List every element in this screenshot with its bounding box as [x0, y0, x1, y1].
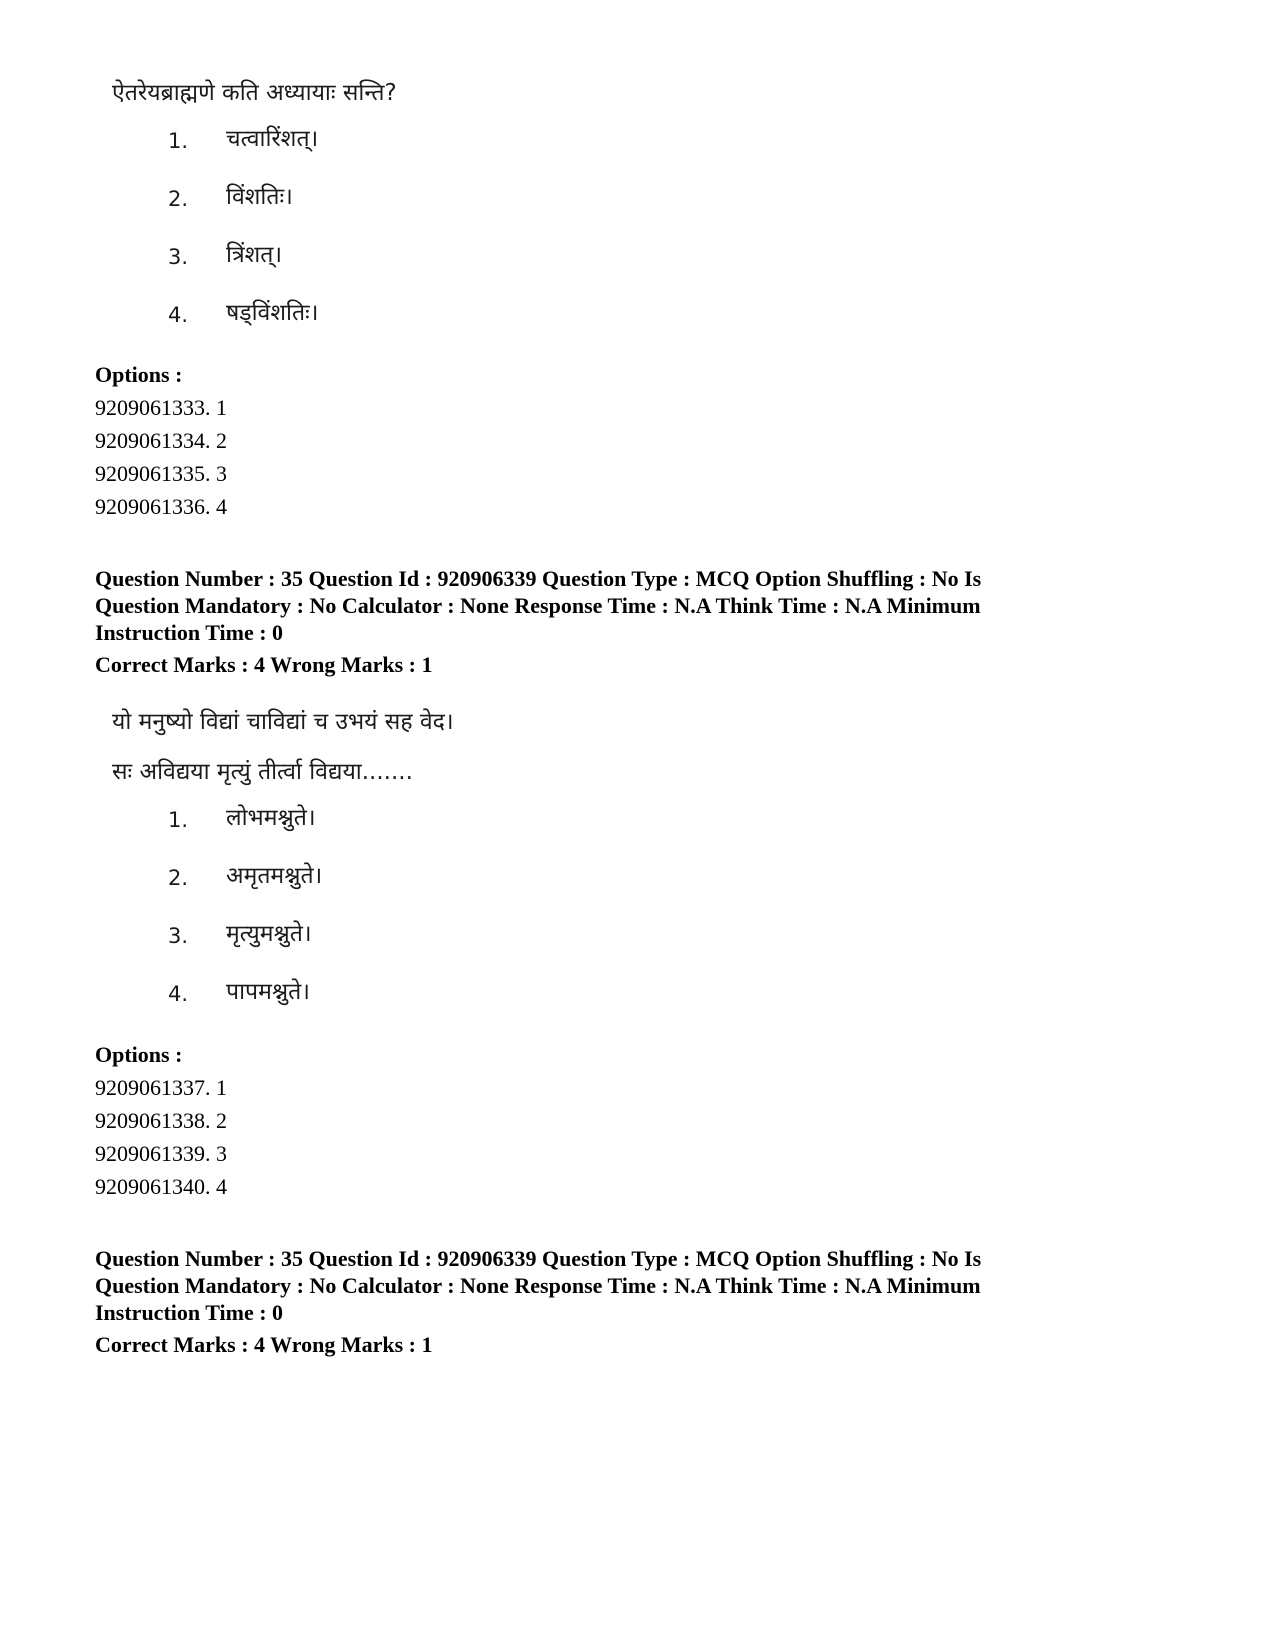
meta-line: Instruction Time : 0 [95, 1300, 284, 1325]
options-heading: Options : [95, 1042, 183, 1067]
choice-text: मृत्युमश्नुते। [226, 921, 312, 947]
question-choices [112, 797, 454, 1029]
choice-item [112, 234, 397, 292]
meta-line: Question Mandatory : No Calculator : None Response Time : N.A Think Time : N.A Minimum [95, 593, 981, 618]
choice-item [112, 971, 454, 1029]
option-row: 9209061333. 1 [95, 395, 227, 420]
option-row: 9209061339. 3 [95, 1141, 227, 1166]
question-choices [112, 118, 397, 350]
question-text: सः अविद्यया मृत्युं तीर्त्वा विद्यया....... [112, 759, 413, 785]
options-list-2 [95, 1038, 227, 1203]
meta-line: Question Number : 35 Question Id : 920906339 Question Type : MCQ Option Shuffling : No Is [95, 566, 982, 591]
question-1-body [112, 68, 397, 350]
option-row: 9209061337. 1 [95, 1075, 227, 1100]
choice-item [112, 913, 454, 971]
choice-number: 3. [168, 245, 189, 269]
option-row: 9209061340. 4 [95, 1174, 227, 1199]
choice-item [112, 176, 397, 234]
choice-number: 3. [168, 924, 189, 948]
choice-item [112, 118, 397, 176]
question-text: यो मनुष्यो विद्यां चाविद्यां च उभयं सह वेद। [112, 709, 454, 735]
choice-number: 2. [168, 187, 189, 211]
choice-item [112, 292, 397, 350]
choice-text: पापमश्नुते। [226, 979, 310, 1005]
option-row: 9209061336. 4 [95, 494, 227, 519]
choice-text: अमृतमश्नुते। [226, 863, 323, 889]
choice-text: चत्वारिंशत्। [226, 126, 319, 152]
question-meta-1 [95, 565, 1205, 678]
question-text: ऐतरेयब्राह्मणे कति अध्यायाः सन्ति? [112, 80, 397, 106]
marks-line: Correct Marks : 4 Wrong Marks : 1 [95, 652, 433, 677]
option-row: 9209061335. 3 [95, 461, 227, 486]
choice-number: 1. [168, 129, 189, 153]
choice-item [112, 855, 454, 913]
choice-text: विंशतिः। [226, 184, 293, 210]
question-2-body [112, 697, 454, 1029]
choice-number: 2. [168, 866, 189, 890]
question-meta-2 [95, 1245, 1205, 1358]
choice-text: षड्विंशतिः। [226, 300, 319, 326]
choice-number: 4. [168, 303, 189, 327]
choice-item [112, 797, 454, 855]
options-heading: Options : [95, 362, 183, 387]
marks-line: Correct Marks : 4 Wrong Marks : 1 [95, 1332, 433, 1357]
meta-line: Question Number : 35 Question Id : 920906339 Question Type : MCQ Option Shuffling : No Is [95, 1246, 982, 1271]
meta-line: Question Mandatory : No Calculator : None Response Time : N.A Think Time : N.A Minimum [95, 1273, 981, 1298]
options-list-1 [95, 358, 227, 523]
option-row: 9209061338. 2 [95, 1108, 227, 1133]
choice-text: त्रिंशत्। [226, 242, 283, 268]
meta-line: Instruction Time : 0 [95, 620, 284, 645]
choice-text: लोभमश्नुते। [226, 805, 316, 831]
choice-number: 4. [168, 982, 189, 1006]
option-row: 9209061334. 2 [95, 428, 227, 453]
choice-number: 1. [168, 808, 189, 832]
